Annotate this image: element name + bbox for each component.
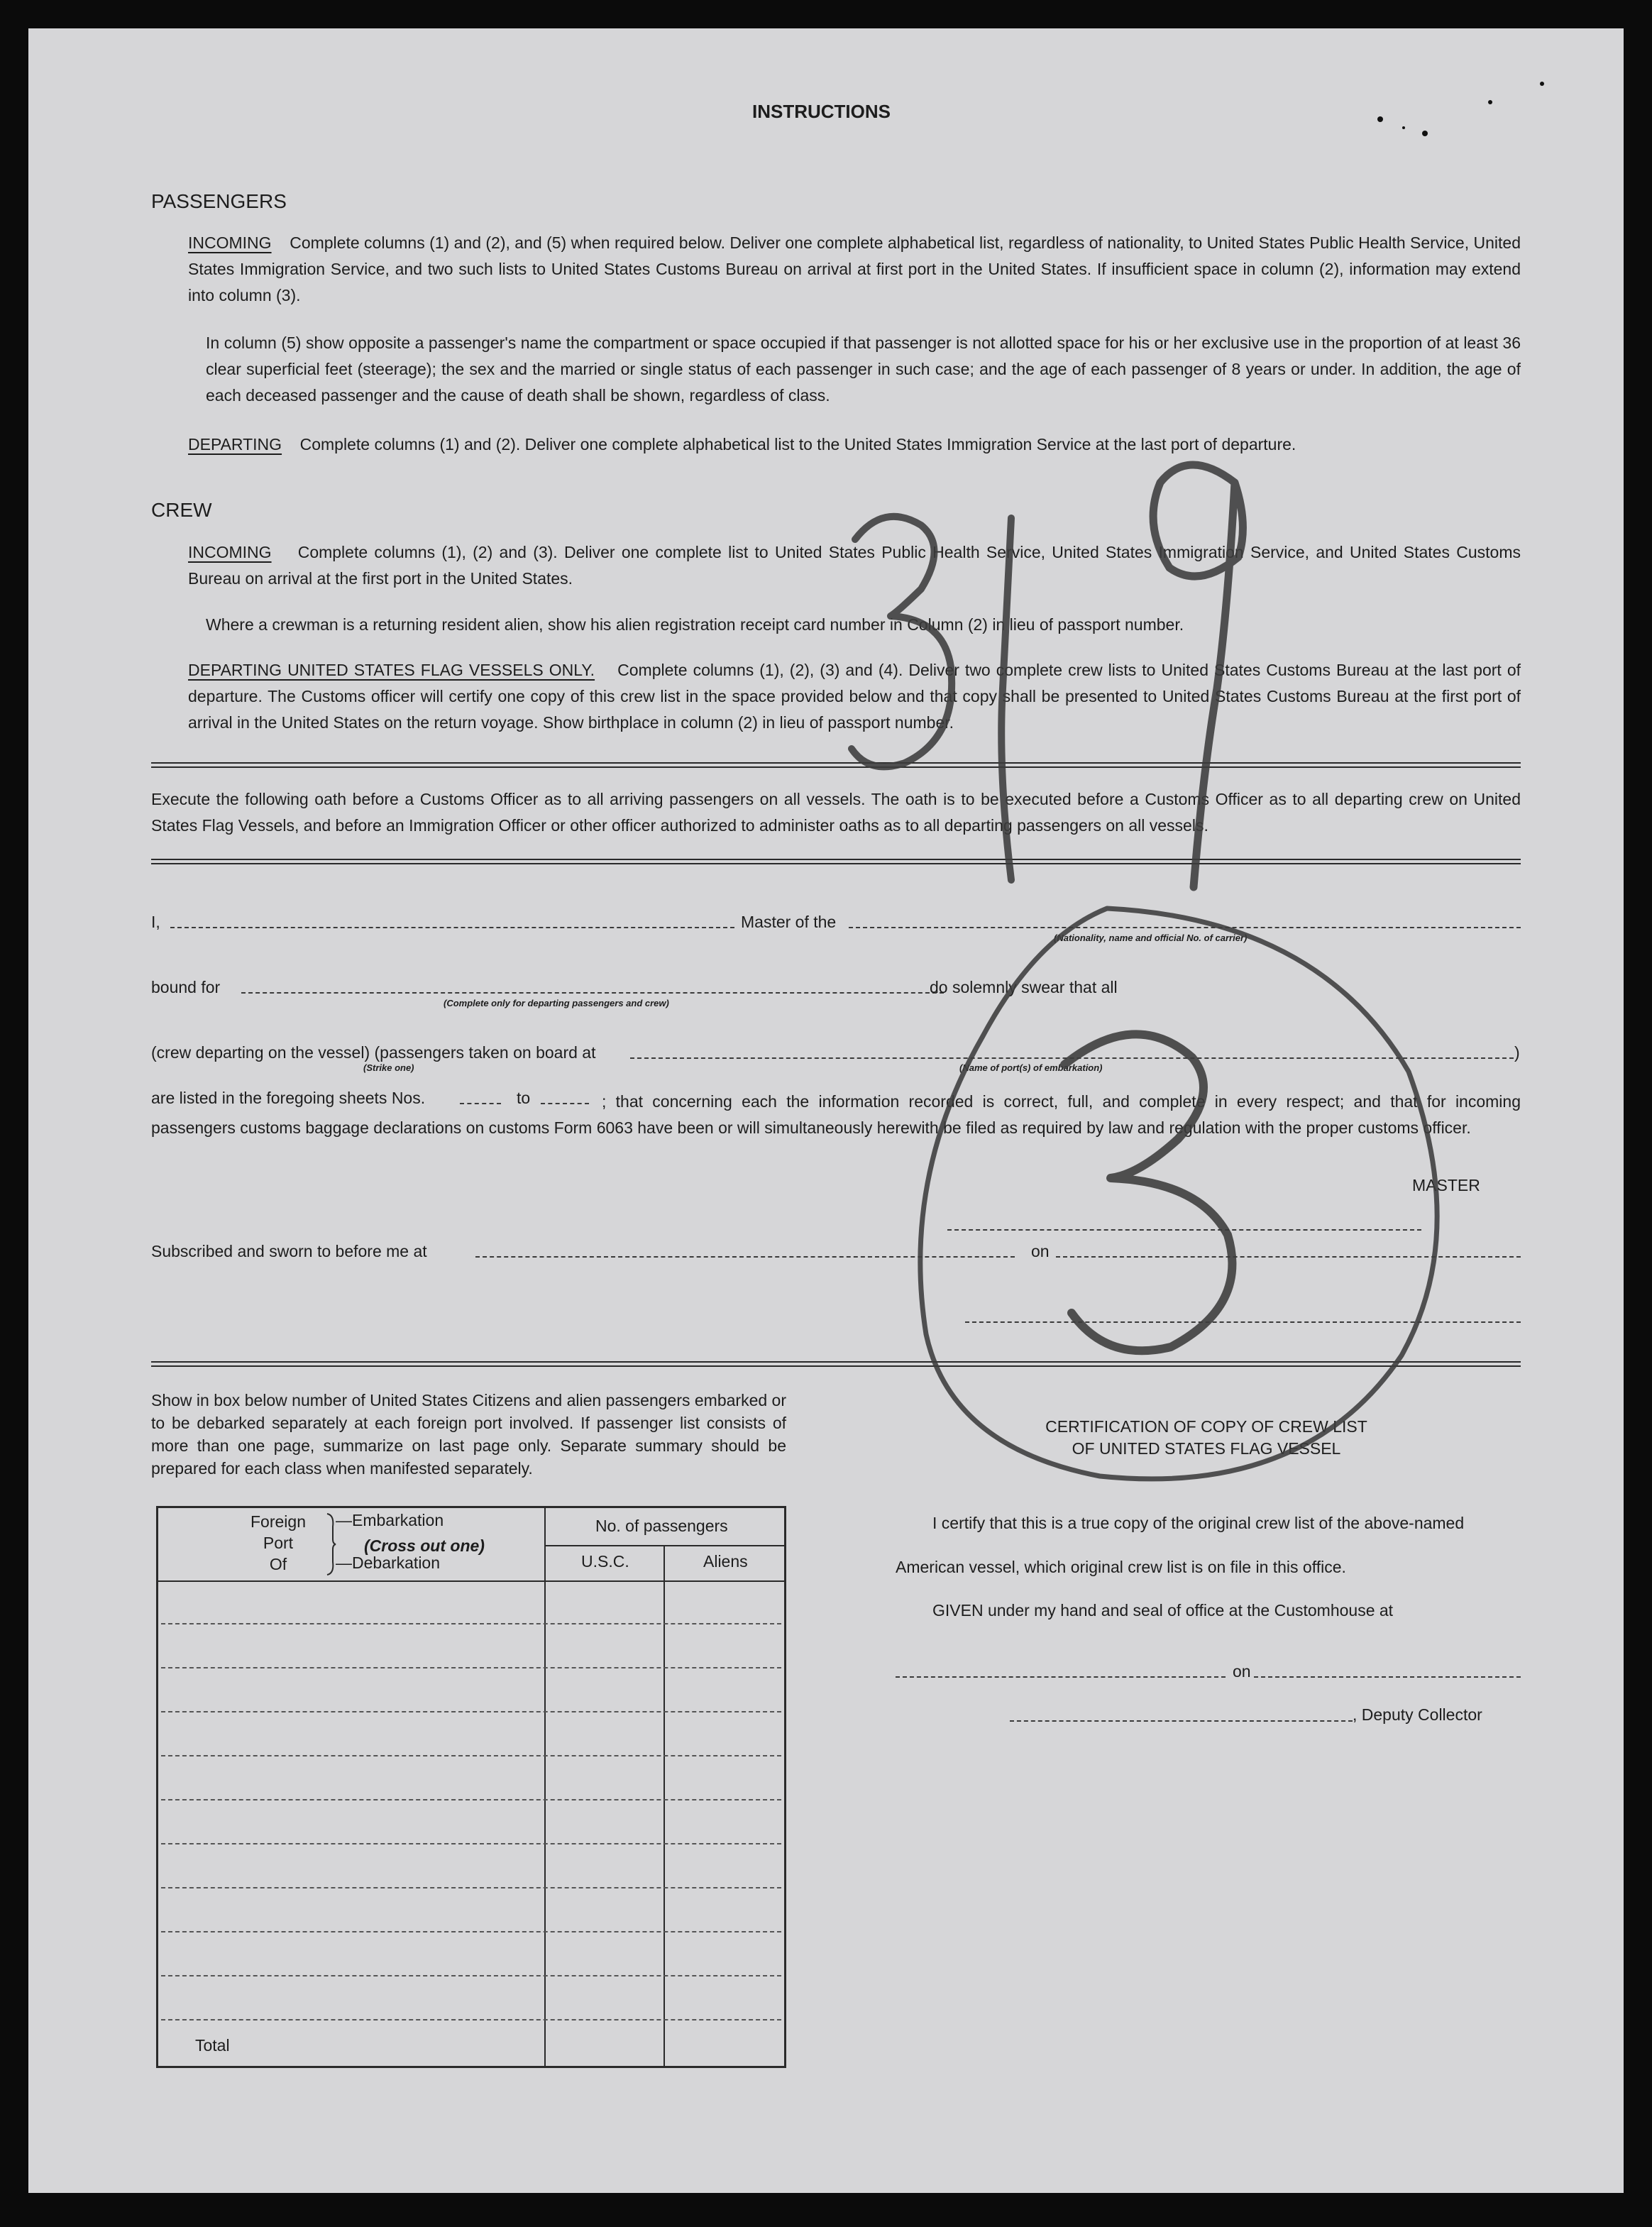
master-label: MASTER <box>1412 1176 1480 1194</box>
subscribed-label: Subscribed and sworn to before me at <box>151 1242 427 1260</box>
embarkation-port-field[interactable] <box>630 1057 1514 1059</box>
oath-i-label: I, <box>151 913 160 931</box>
complete-only-note: (Complete only for departing passengers and crew) <box>444 998 669 1008</box>
passengers-incoming-paragraph <box>188 230 1521 309</box>
strike-one-note: (Strike one) <box>363 1062 414 1073</box>
divider-rule <box>151 863 1521 864</box>
table-header-divider <box>544 1545 784 1546</box>
swear-text: do solemnly swear that all <box>930 978 1118 996</box>
crew-heading: CREW <box>151 499 212 521</box>
nationality-note: (Nationality, name and official No. of carrier) <box>1054 933 1248 943</box>
table-row[interactable] <box>161 1887 781 1888</box>
subscribed-place-field[interactable] <box>475 1256 1015 1258</box>
total-label: Total <box>195 2036 230 2055</box>
of-label: Of <box>269 1555 287 1573</box>
passengers-departing-label: DEPARTING <box>188 435 282 453</box>
bound-for-field[interactable] <box>241 992 944 994</box>
handwritten-circled-three-glyph <box>1064 1034 1232 1351</box>
deputy-signature-field[interactable] <box>1010 1720 1353 1722</box>
certification-on-label: on <box>1233 1662 1251 1681</box>
foreign-label: Foreign <box>250 1512 306 1531</box>
no-of-passengers-header: No. of passengers <box>595 1517 728 1535</box>
listed-prefix: are listed in the foregoing sheets Nos. <box>151 1089 426 1107</box>
customhouse-field[interactable] <box>896 1676 1226 1678</box>
crew-departing-text: (crew departing on the vessel) (passengers taken on board at <box>151 1043 596 1062</box>
table-row[interactable] <box>161 2019 781 2020</box>
table-row[interactable] <box>161 1755 781 1756</box>
subscribed-date-field[interactable] <box>1056 1256 1521 1258</box>
table-column-divider <box>544 1508 546 2066</box>
embarkation-option[interactable]: —Embarkation <box>336 1511 444 1529</box>
summary-instruction: Show in box below number of United States Citizens and alien passengers embarked or to be debarked separately at each foreign port involved. If passenger list consists of more than one page, summarize on last page only. Separate summary should be prepared for each class when manifested separately. <box>151 1391 786 1478</box>
passengers-column5-paragraph: In column (5) show opposite a passenger's name the compartment or space occupied if that passenger is not allotted space for his or her exclusive use in the proportion of at least 36 clear superficial feet (steerage); the sex and the married or single status of each passenger in such case; and the age of each passenger of 8 years or under. In addition, the age of each deceased passenger and the cause of death shall be shown, regardless of class. <box>206 334 1521 405</box>
page-title: INSTRUCTIONS <box>752 101 891 122</box>
port-note: (Name of port(s) of embarkation) <box>959 1062 1103 1073</box>
table-row[interactable] <box>161 1975 781 1976</box>
close-paren: ) <box>1514 1043 1520 1062</box>
passengers-departing-text: Complete columns (1) and (2). Deliver one complete alphabetical list to the United States Immigration Service at the last port of departure. <box>299 435 1296 453</box>
passengers-heading: PASSENGERS <box>151 190 287 212</box>
certification-line-3: GIVEN under my hand and seal of office at the Customhouse at <box>932 1601 1394 1620</box>
table-row[interactable] <box>161 1931 781 1932</box>
cross-out-note: (Cross out one) <box>364 1536 485 1555</box>
table-header-divider <box>158 1580 784 1582</box>
usc-header: U.S.C. <box>581 1552 629 1571</box>
debarkation-option[interactable]: —Debarkation <box>336 1554 441 1572</box>
crew-departing-paragraph <box>188 657 1521 736</box>
master-of-the-label: Master of the <box>741 913 837 931</box>
table-row[interactable] <box>161 1711 781 1712</box>
table-row[interactable] <box>161 1799 781 1800</box>
crew-incoming-text: Complete columns (1), (2) and (3). Deliver one complete list to United States Public Health Service, United States Immigration Service, and United States Customs Bureau on arrival at the first port in the United States. <box>188 543 1521 588</box>
officer-signature-field[interactable] <box>965 1321 1521 1323</box>
certification-heading-1: CERTIFICATION OF COPY OF CREW LIST <box>1045 1417 1367 1436</box>
oath-instruction-paragraph: Execute the following oath before a Customs Officer as to all arriving passengers on all vessels. The oath is to be executed before a Customs Officer as to all departing crew on United States Flag Vessels, and before an Immigration Officer or other officer authorized to administer oaths as to all departing passengers on all vessels. <box>151 790 1521 835</box>
speckle-marks <box>1377 82 1544 136</box>
bound-for-label: bound for <box>151 978 221 996</box>
passengers-departing-paragraph <box>188 431 1521 458</box>
certification-heading-2: OF UNITED STATES FLAG VESSEL <box>1072 1439 1341 1458</box>
deputy-collector-label: , Deputy Collector <box>1353 1705 1482 1724</box>
to-label: to <box>517 1089 531 1107</box>
foreign-port-header <box>250 1511 306 1575</box>
certification-date-field[interactable] <box>1254 1676 1521 1678</box>
divider-rule <box>151 1361 1521 1363</box>
master-signature-field[interactable] <box>947 1229 1421 1231</box>
certification-line-1: I certify that this is a true copy of the original crew list of the above-named <box>932 1514 1465 1532</box>
table-row[interactable] <box>161 1667 781 1668</box>
crew-resident-paragraph: Where a crewman is a returning resident alien, show his alien registration receipt card number in Column (2) in lieu of passport number. <box>206 615 1184 634</box>
crew-incoming-label: INCOMING <box>188 543 272 561</box>
master-name-field[interactable] <box>170 927 734 928</box>
divider-rule <box>151 766 1521 768</box>
crew-incoming-paragraph <box>188 539 1521 592</box>
carrier-field[interactable] <box>849 927 1521 928</box>
document-sheet <box>28 28 1624 2193</box>
certification-line-2: American vessel, which original crew list is on file in this office. <box>896 1558 1346 1576</box>
passenger-summary-table <box>156 1506 786 2068</box>
listed-paragraph: ; that concerning each the information recorded is correct, full, and complete in every respect; and that for incoming passengers customs baggage declarations on customs Form 6063 have been or will simultaneously herewith be filed as required by law and regulation with the proper customs officer. <box>151 1092 1521 1137</box>
divider-rule <box>151 762 1521 764</box>
table-row[interactable] <box>161 1623 781 1624</box>
passengers-incoming-label: INCOMING <box>188 233 272 252</box>
crew-departing-text: Complete columns (1), (2), (3) and (4). Deliver two complete crew lists to United States Customs Bureau at the last port of departure. The Customs officer will certify one copy of this crew list in the space provided below and that copy shall be presented to United States Customs Bureau at the first port of arrival in the United States on the return voyage. Show birthplace in column (2) in lieu of passport number. <box>188 661 1521 732</box>
divider-rule <box>151 859 1521 860</box>
crew-departing-label: DEPARTING UNITED STATES FLAG VESSELS ONLY. <box>188 661 595 679</box>
aliens-header: Aliens <box>703 1552 748 1571</box>
port-label: Port <box>263 1534 294 1552</box>
passengers-incoming-text: Complete columns (1) and (2), and (5) when required below. Deliver one complete alphabetical list, regardless of nationality, to United States Public Health Service, United States Immigration Service, and two such lists to United States Customs Bureau on arrival at first port in the United States. If insufficient space in column (2), information may extend into column (3). <box>188 233 1521 304</box>
table-row[interactable] <box>161 1843 781 1844</box>
divider-rule <box>151 1365 1521 1367</box>
on-label: on <box>1031 1242 1050 1260</box>
